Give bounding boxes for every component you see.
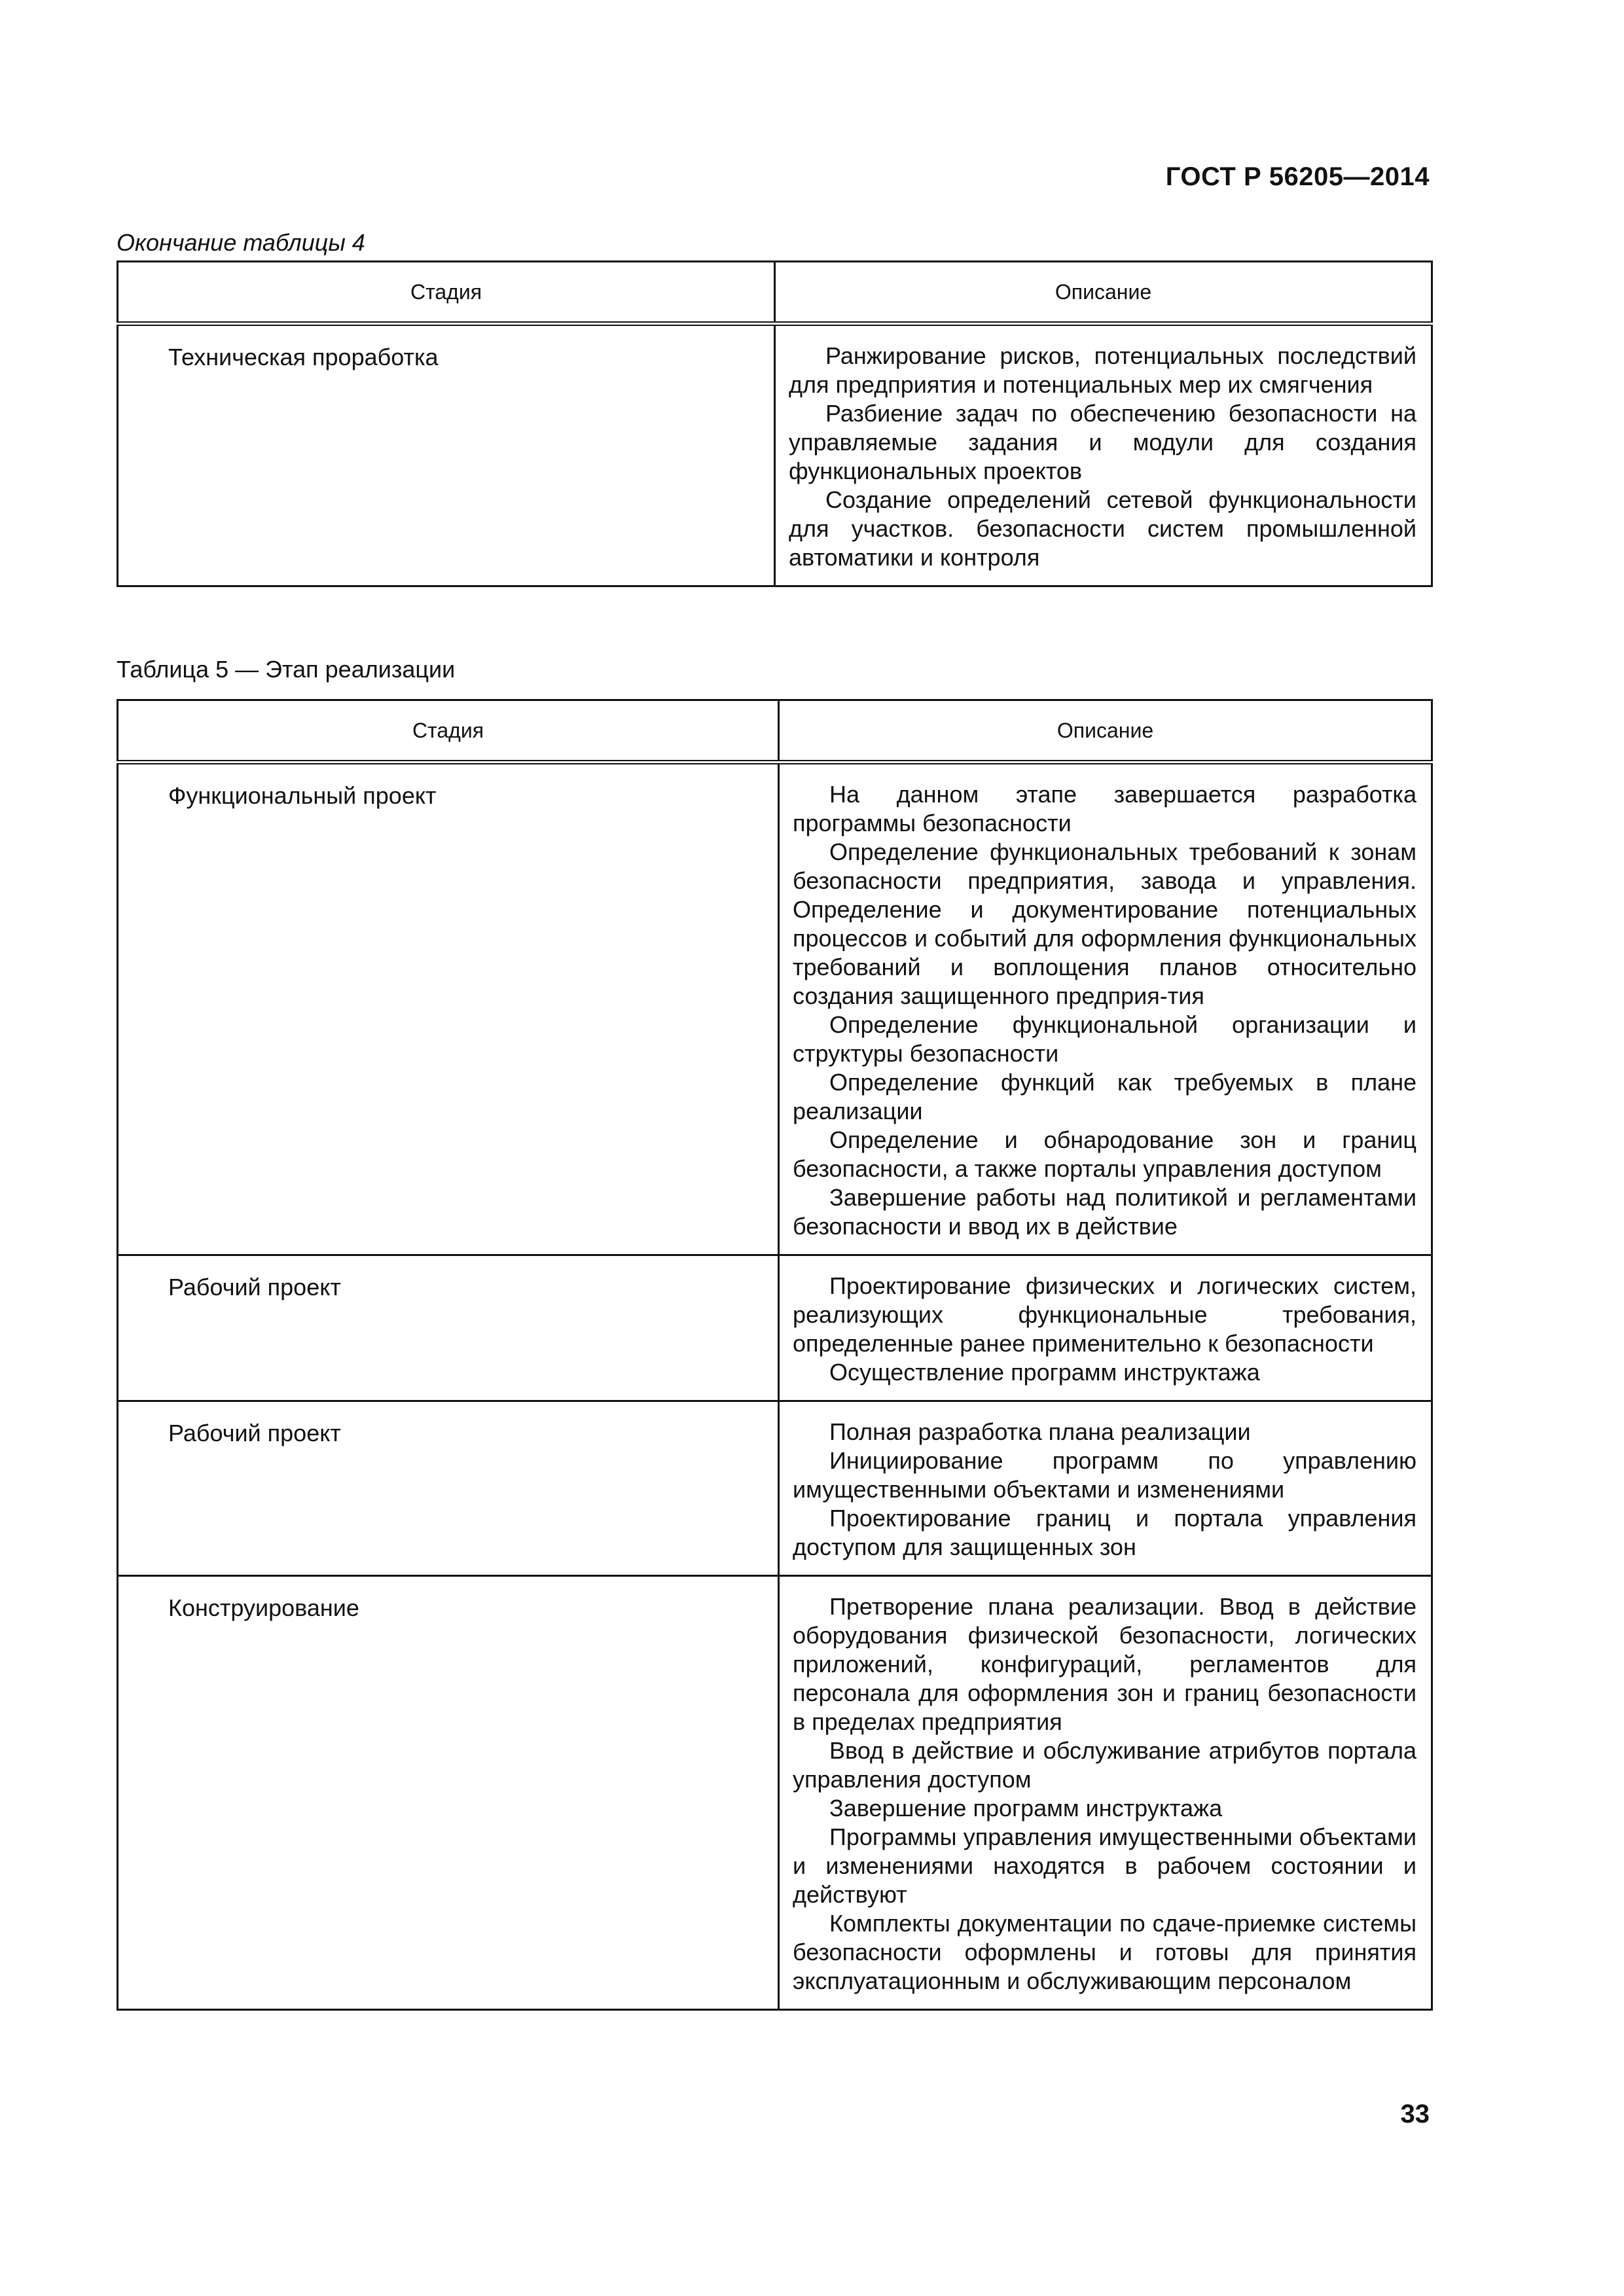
description-paragraph: Программы управления имущественными объектами и изменениями находятся в рабочем состоянии и действуют [793, 1823, 1416, 1908]
stage-cell: Рабочий проект [118, 1255, 779, 1401]
description-cell [779, 1255, 1432, 1401]
description-paragraph: Осуществление программ инструктажа [829, 1359, 1260, 1386]
table5-caption: Таблица 5 — Этап реализации [117, 656, 456, 683]
table-5 [117, 699, 1433, 2011]
description-paragraph: Определение и обнародование зон и границ безопасности, а также порталы управления доступом [793, 1126, 1416, 1182]
description-paragraph: Определение функциональных требований к зонам безопасности предприятия, завода и управления. Определение и документирование потенциальных процессов и событий для оформления функциональных требований и воплощения планов относительно создания защищенного предприя-тия [793, 838, 1416, 1009]
description-paragraph: Ранжирование рисков, потенциальных последствий для предприятия и потенциальных мер их смягчения [789, 342, 1416, 398]
description-cell [775, 324, 1432, 586]
description-paragraph: Проектирование границ и портала управления доступом для защищенных зон [793, 1505, 1416, 1560]
page-number: 33 [1400, 2100, 1430, 2128]
description-paragraph: Ввод в действие и обслуживание атрибутов портала управления доступом [793, 1737, 1416, 1793]
stage-cell: Рабочий проект [118, 1401, 779, 1576]
description-cell [779, 762, 1432, 1255]
table-row [118, 762, 1432, 1255]
column-header-stage: Стадия [118, 262, 775, 324]
description-paragraph: Разбиение задач по обеспечению безопасности на управляемые задания и модули для создания функциональных проектов [789, 400, 1416, 484]
description-paragraph: Полная разработка плана реализации [829, 1418, 1251, 1445]
description-paragraph: Завершение программ инструктажа [829, 1795, 1223, 1821]
description-paragraph: Определение функциональной организации и структуры безопасности [793, 1011, 1416, 1067]
description-paragraph: Создание определений сетевой функциональности для участков. безопасности систем промышленной автоматики и контроля [789, 486, 1416, 571]
table-header-row [118, 700, 1432, 762]
description-paragraph: Инициирование программ по управлению имущественными объектами и изменениями [793, 1447, 1416, 1503]
column-header-stage: Стадия [118, 700, 779, 762]
stage-cell: Функциональный проект [118, 762, 779, 1255]
table4-caption: Окончание таблицы 4 [117, 229, 365, 256]
description-cell [779, 1401, 1432, 1576]
description-paragraph: На данном этапе завершается разработка программы безопасности [793, 781, 1416, 836]
table-header-row [118, 262, 1432, 324]
table-row [118, 1255, 1432, 1401]
table-row [118, 1401, 1432, 1576]
table-row [118, 324, 1432, 586]
description-paragraph: Комплекты документации по сдаче-приемке системы безопасности оформлены и готовы для принятия эксплуатационным и обслуживающим персоналом [793, 1910, 1416, 1994]
description-paragraph: Проектирование физических и логических систем, реализующих функциональные требования, определенные ранее применительно к безопасности [793, 1272, 1416, 1357]
stage-cell: Конструирование [118, 1576, 779, 2010]
column-header-description: Описание [775, 262, 1432, 324]
description-paragraph: Завершение работы над политикой и регламентами безопасности и ввод их в действие [793, 1184, 1416, 1240]
table-4 [117, 260, 1433, 587]
table-row [118, 1576, 1432, 2010]
description-paragraph: Претворение плана реализации. Ввод в действие оборудования физической безопасности, логических приложений, конфигураций, регламентов для персонала для оформления зон и границ безопасности в пределах предприятия [793, 1593, 1416, 1735]
stage-cell: Техническая проработка [118, 324, 775, 586]
document-code: ГОСТ Р 56205—2014 [1165, 162, 1430, 191]
column-header-description: Описание [779, 700, 1432, 762]
description-cell [779, 1576, 1432, 2010]
description-paragraph: Определение функций как требуемых в плане реализации [793, 1069, 1416, 1124]
